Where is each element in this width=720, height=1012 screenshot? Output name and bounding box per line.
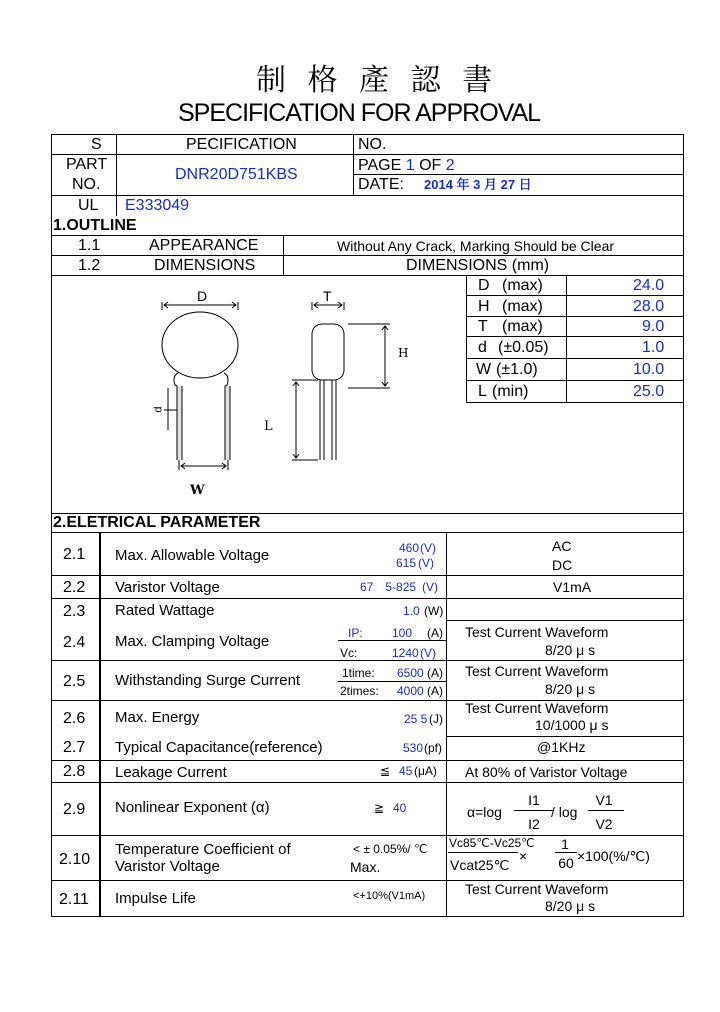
- dimensions-label: DIMENSIONS: [154, 257, 256, 274]
- row-2-4-ip-label: IP:: [348, 626, 363, 640]
- component-drawing: [120, 280, 450, 500]
- dim-d-sym: D: [478, 277, 490, 294]
- dim-l-value: 25.0: [633, 383, 665, 400]
- formula-one: 1: [561, 836, 569, 852]
- row-2-3-num: 2.3: [63, 603, 86, 620]
- row-2-7-num: 2.7: [63, 739, 86, 756]
- page-total: 2: [445, 157, 455, 174]
- dimensions-unit-header: DIMENSIONS (mm): [406, 257, 550, 274]
- row-2-1-num: 2.1: [63, 546, 86, 563]
- row-2-6-waveform: Test Current Waveform: [465, 700, 609, 716]
- row-2-7-unit: (pf): [424, 741, 442, 755]
- row-2-4-num: 2.4: [63, 634, 86, 651]
- formula-v2: V2: [595, 816, 613, 832]
- row-2-8-symbol: ≦: [380, 764, 391, 778]
- row-2-5-2times-label: 2times:: [340, 684, 379, 698]
- row-2-3-value: 1.0: [403, 604, 420, 618]
- row-2-10-num: 2.10: [59, 851, 91, 868]
- row-2-3-label: Rated Wattage: [115, 602, 215, 619]
- formula-sixty: 60: [558, 855, 574, 871]
- appearance-value: Without Any Crack, Marking Should be Clear: [337, 238, 615, 254]
- pecification-label: PECIFICATION: [186, 136, 297, 153]
- row-2-6-label: Max. Energy: [115, 709, 200, 726]
- row-2-5-2times-unit: (A): [427, 684, 443, 698]
- drawing-label-l: L: [264, 419, 273, 434]
- row-2-7-condition: @1KHz: [537, 739, 586, 755]
- row-2-11-label: Impulse Life: [115, 890, 196, 907]
- row-2-10-max: Max.: [350, 859, 381, 875]
- row-2-11-value: <+10%(V1mA): [353, 890, 426, 902]
- row-2-1-ac-unit: (V): [420, 541, 436, 555]
- part-label: PART: [66, 156, 108, 173]
- formula-i2: I2: [528, 816, 540, 832]
- row-2-1-ac-value: 460: [399, 541, 420, 555]
- dim-dd-value: 1.0: [642, 339, 665, 356]
- row-2-6-waveform-value: 10/1000 μ s: [535, 717, 609, 733]
- row-2-6-value: 25 5: [404, 712, 428, 726]
- dim-t-cond: (max): [502, 318, 543, 335]
- row-2-9-symbol: ≧: [374, 801, 385, 815]
- electrical-heading: 2.ELETRICAL PARAMETER: [53, 514, 261, 531]
- row-2-4-ip-unit: (A): [427, 626, 443, 640]
- row-2-6-unit: (J): [429, 712, 443, 726]
- no-label: NO.: [358, 136, 387, 153]
- dim-h-sym: H: [478, 298, 490, 315]
- formula-v1: V1: [595, 792, 613, 808]
- date-label: DATE:: [358, 176, 404, 193]
- appearance-num: 1.1: [78, 237, 101, 254]
- row-2-5-1time-value: 6500: [397, 666, 424, 680]
- dim-d-cond: (max): [502, 277, 543, 294]
- row-2-8-num: 2.8: [63, 763, 86, 780]
- row-2-3-unit: (W): [424, 604, 444, 618]
- row-2-1-ac: AC: [552, 538, 572, 554]
- row-2-5-num: 2.5: [63, 673, 86, 690]
- row-2-8-condition: At 80% of Varistor Voltage: [465, 764, 628, 780]
- row-2-2-condition: V1mA: [553, 579, 592, 595]
- row-2-10-label-1: Temperature Coefficient of: [115, 841, 291, 858]
- row-2-2-label: Varistor Voltage: [115, 579, 220, 596]
- row-2-5-waveform: Test Current Waveform: [465, 663, 609, 679]
- formula-vc-diff: Vc85℃-Vc25℃: [449, 836, 535, 850]
- row-2-1-dc-value: 615: [396, 556, 417, 570]
- formula-i1: I1: [528, 792, 540, 808]
- formula-log: / log: [551, 804, 578, 820]
- row-2-11-num: 2.11: [59, 891, 89, 908]
- row-2-2-num: 2.2: [63, 579, 86, 596]
- formula-alpha: α=log: [467, 804, 502, 820]
- outline-heading: 1.OUTLINE: [53, 217, 137, 234]
- drawing-label-t: T: [323, 288, 332, 304]
- dim-w-cond: (±1.0): [496, 361, 538, 378]
- dim-h-value: 28.0: [633, 298, 665, 315]
- page-number: 1: [405, 157, 415, 174]
- row-2-2-unit: (V): [422, 580, 438, 594]
- row-2-5-2times-value: 4000: [397, 684, 424, 698]
- row-2-8-label: Leakage Current: [115, 764, 227, 781]
- dim-dd-sym: d: [478, 339, 487, 356]
- row-2-4-vc-label: Vc:: [340, 646, 358, 660]
- row-2-6-num: 2.6: [63, 710, 86, 727]
- row-2-11-waveform: Test Current Waveform: [465, 881, 609, 897]
- formula-times-100: ×100(%/℃): [577, 848, 650, 864]
- drawing-label-h: H: [398, 346, 409, 360]
- part-number: DNR20D751KBS: [175, 166, 298, 183]
- dimensions-num: 1.2: [78, 257, 101, 274]
- row-2-5-1time-unit: (A): [427, 666, 443, 680]
- row-2-5-waveform-value: 8/20 μ s: [545, 681, 596, 697]
- part-no-label: NO.: [72, 176, 101, 193]
- row-2-4-vc-unit: (V): [420, 646, 436, 660]
- dim-l-sym: L: [478, 383, 487, 400]
- ul-number: E333049: [125, 197, 190, 214]
- ul-label: UL: [78, 197, 99, 214]
- of-label: OF: [419, 157, 442, 174]
- drawing-label-d: D: [197, 288, 208, 304]
- row-2-8-unit: (μA): [414, 764, 437, 778]
- dim-h-cond: (max): [502, 298, 543, 315]
- row-2-4-waveform-value: 8/20 μ s: [545, 642, 596, 658]
- dim-w-value: 10.0: [633, 361, 665, 378]
- row-2-1-dc: DC: [552, 557, 573, 573]
- formula-times-1: ×: [519, 848, 528, 864]
- page-title: SPECIFICATION FOR APPROVAL: [178, 99, 541, 127]
- dim-dd-cond: (±0.05): [498, 339, 549, 356]
- row-2-4-label: Max. Clamping Voltage: [115, 633, 270, 650]
- dim-w-sym: W: [476, 361, 492, 378]
- row-2-4-waveform: Test Current Waveform: [465, 624, 609, 640]
- page-label: PAGE: [358, 157, 402, 174]
- row-2-11-waveform-value: 8/20 μ s: [545, 898, 596, 914]
- dim-t-sym: T: [478, 318, 488, 335]
- drawing-label-dd: d: [152, 406, 165, 413]
- dim-l-cond: (min): [492, 383, 529, 400]
- row-2-2-value: 67 5-825: [360, 580, 417, 594]
- row-2-1-dc-unit: (V): [418, 556, 434, 570]
- formula-vcat: Vcat25℃: [450, 857, 510, 873]
- row-2-1-label: Max. Allowable Voltage: [115, 547, 270, 564]
- dim-d-value: 24.0: [633, 277, 665, 294]
- page-indicator: [358, 157, 455, 175]
- row-2-4-vc-value: 1240: [392, 646, 419, 660]
- s-label: S: [91, 136, 102, 153]
- appearance-label: APPEARANCE: [149, 237, 259, 254]
- row-2-9-value: 40: [393, 801, 407, 815]
- row-2-5-label: Withstanding Surge Current: [115, 672, 301, 689]
- row-2-4-ip-value: 100: [392, 626, 413, 640]
- date-value: 2014 年 3 月 27 日: [424, 177, 532, 192]
- row-2-9-num: 2.9: [63, 801, 86, 818]
- chinese-title: 制 格 產 認 書: [256, 63, 499, 98]
- dim-t-value: 9.0: [642, 318, 665, 335]
- row-2-10-label-2: Varistor Voltage: [115, 858, 220, 875]
- row-2-8-value: 45: [399, 764, 413, 778]
- row-2-7-value: 530: [403, 741, 424, 755]
- row-2-10-value: < ± 0.05%/ ℃: [353, 842, 428, 856]
- row-2-7-label: Typical Capacitance(reference): [115, 739, 323, 756]
- row-2-5-1time-label: 1time:: [342, 666, 375, 680]
- drawing-label-w: W: [190, 483, 205, 498]
- row-2-9-label: Nonlinear Exponent (α): [115, 799, 270, 816]
